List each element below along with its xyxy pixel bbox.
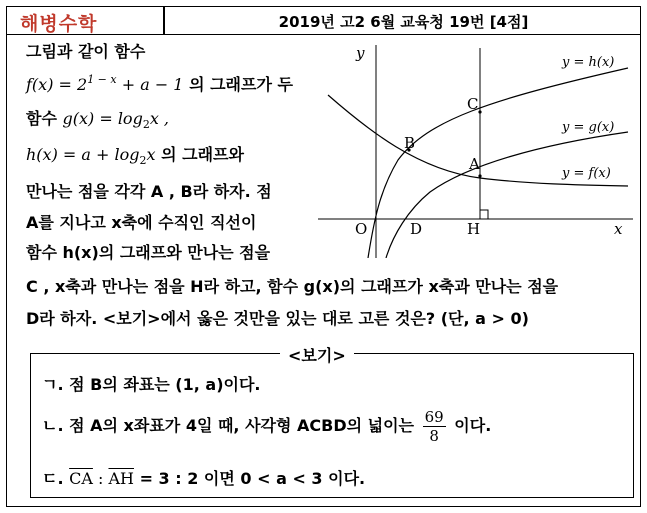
label-B: B xyxy=(404,134,416,152)
f-def: f(x) = 2 xyxy=(26,75,88,94)
item2-text: 점 A의 x좌표가 4일 때, 사각형 ACBD의 넓이는 xyxy=(69,416,415,435)
item3-text: = 3 : 2 이면 0 < a < 3 이다. xyxy=(134,469,366,488)
function-graph xyxy=(318,40,638,258)
header-divider xyxy=(163,6,165,34)
bogi-item-1 xyxy=(42,372,261,395)
h-arg: x xyxy=(146,145,156,164)
segment-CA: $\overline{CA}$ xyxy=(69,469,93,488)
bogi-title: <보기> xyxy=(280,343,354,366)
fraction-69-8 xyxy=(423,408,446,445)
item2-post: 이다. xyxy=(454,416,492,435)
g-def: g(x) = log xyxy=(62,109,143,128)
point-B xyxy=(407,148,410,151)
h-def: h(x) = a + log xyxy=(26,145,140,164)
line3-head: 함수 xyxy=(26,109,63,128)
problem-line-7: 함수 h(x)의 그래프와 만나는 점을 xyxy=(26,243,271,262)
label-A: A xyxy=(469,155,480,173)
f-exponent: 1 − x xyxy=(87,73,117,86)
problem-line-3 xyxy=(26,106,169,131)
bogi-item-2 xyxy=(42,408,491,445)
curve-g xyxy=(386,132,628,258)
item2-mark: ㄴ. xyxy=(42,416,64,435)
label-O: O xyxy=(355,220,368,238)
f-rest: + a − 1 xyxy=(116,75,184,94)
label-D: D xyxy=(410,220,423,238)
right-angle-mark xyxy=(480,210,488,219)
fraction-denominator: 8 xyxy=(429,427,439,445)
problem-line-2 xyxy=(26,72,293,95)
problem-line-1: 그림과 같이 함수 xyxy=(26,42,146,61)
header-bar xyxy=(6,6,641,35)
point-C xyxy=(478,110,481,113)
line4-tail: 의 그래프와 xyxy=(161,145,244,164)
brand-title: 해병수학 xyxy=(20,13,98,35)
label-y: y xyxy=(356,44,365,62)
segment-AH: $\overline{AH}$ xyxy=(108,469,134,488)
item1-mark: ㄱ. xyxy=(42,375,64,394)
label-g: y = g(x) xyxy=(562,120,615,135)
g-arg: x , xyxy=(149,109,170,128)
label-f: y = f(x) xyxy=(562,166,611,181)
bogi-item-3 xyxy=(42,466,365,489)
problem-line-9: D라 하자. <보기>에서 옳은 것만을 있는 대로 고른 것은? (단, a > 0) xyxy=(26,309,529,328)
fraction-numerator: 69 xyxy=(424,408,444,426)
problem-line-5: 만나는 점을 각각 A , B라 하자. 점 xyxy=(26,182,272,201)
ratio-colon: : xyxy=(92,469,109,488)
item1-text: 점 B의 좌표는 (1, a)이다. xyxy=(69,375,261,394)
problem-line-6: A를 지나고 x축에 수직인 직선이 xyxy=(26,213,257,232)
curve-h xyxy=(368,68,628,258)
label-H: H xyxy=(467,220,481,238)
source-title: 2019년 고2 6월 교육청 19번 [4점] xyxy=(278,13,529,31)
label-C: C xyxy=(467,95,479,113)
item3-mark: ㄷ. xyxy=(42,469,64,488)
h-base: 2 xyxy=(139,154,147,167)
point-A xyxy=(478,174,481,177)
g-base: 2 xyxy=(142,118,150,131)
label-h: y = h(x) xyxy=(562,55,615,70)
label-x: x xyxy=(614,220,623,238)
line2-tail: 의 그래프가 두 xyxy=(189,75,293,94)
problem-line-4 xyxy=(26,142,244,167)
problem-line-8: C , x축과 만나는 점을 H라 하고, 함수 g(x)의 그래프가 x축과 만나는 점을 xyxy=(26,277,559,296)
